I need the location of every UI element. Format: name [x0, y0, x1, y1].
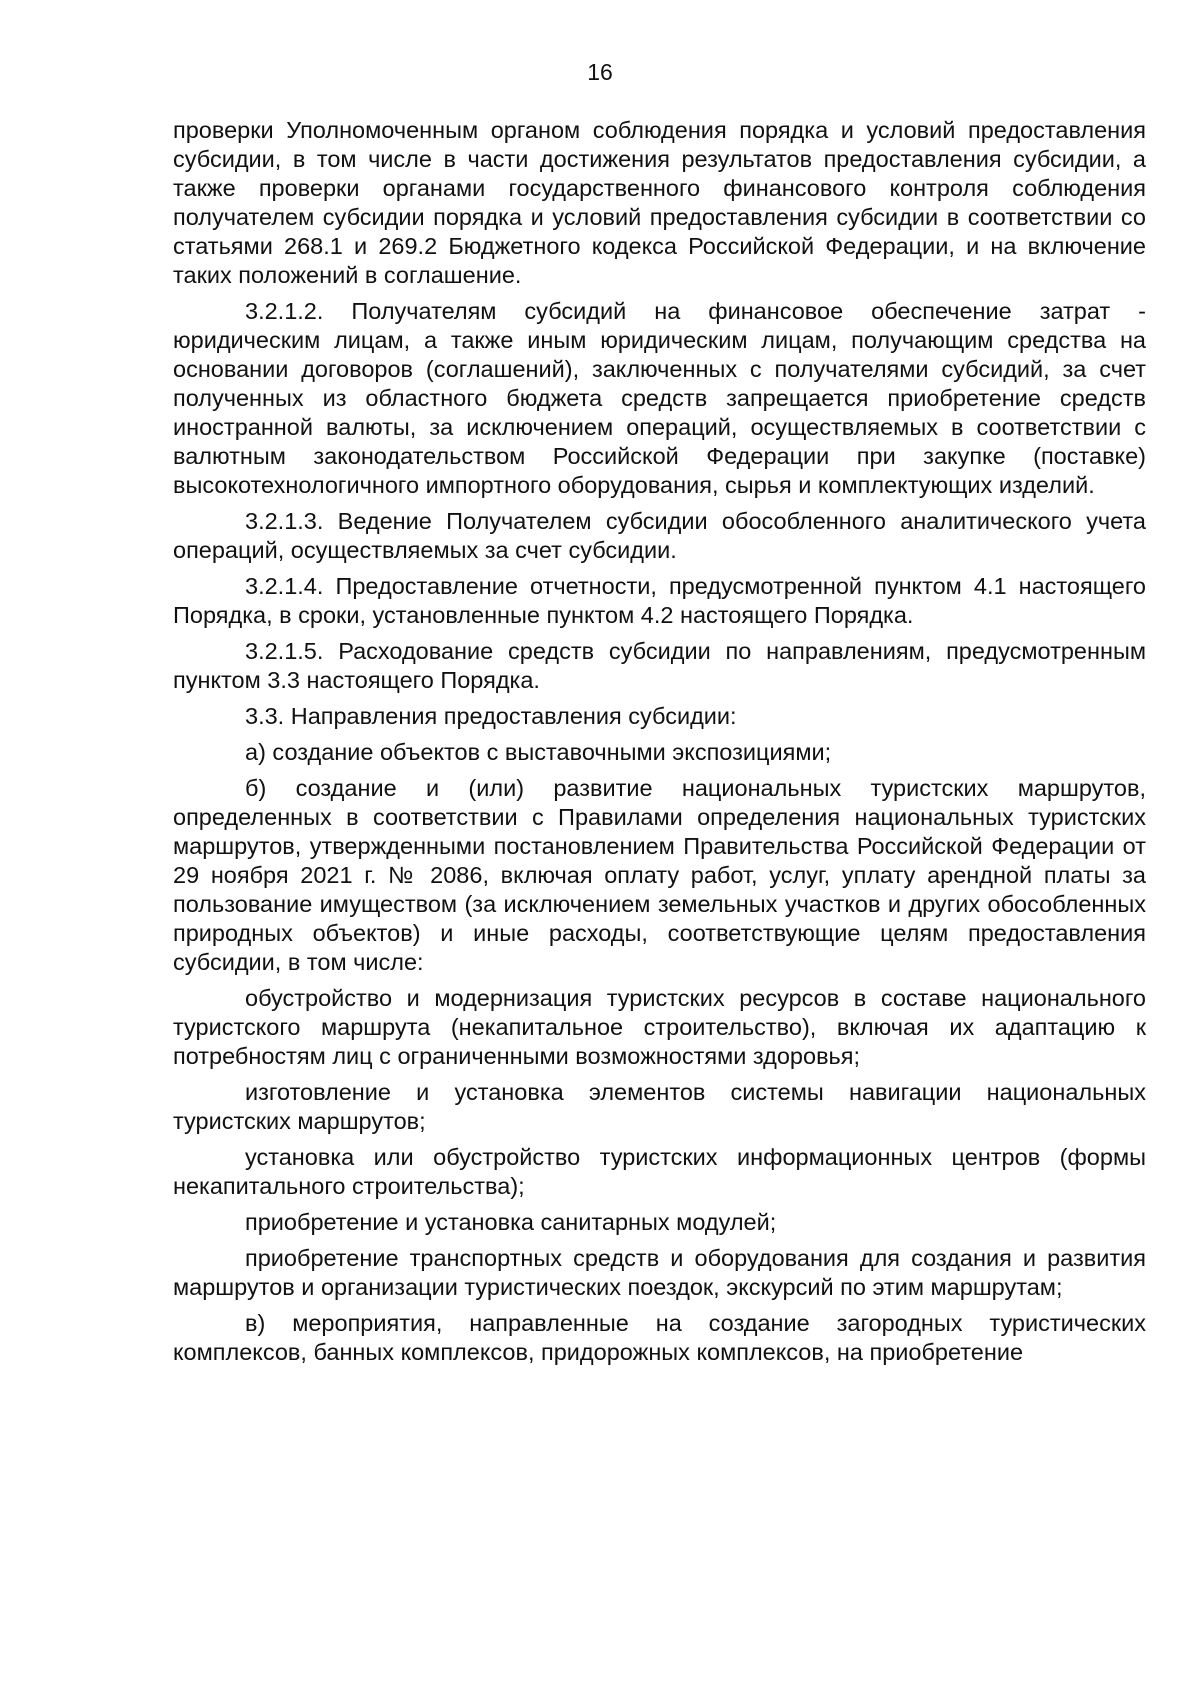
paragraph-3-2-1-5: 3.2.1.5. Расходование средств субсидии по направлениям, предусмотренным пунктом 3.3 настоящего Порядка. — [173, 638, 1146, 693]
paragraph-3-3-heading: 3.3. Направления предоставления субсидии: — [245, 703, 737, 729]
paragraph-continuation: проверки Уполномоченным органом соблюдения порядка и условий предоставления субсидии, в том числе в части достижения результатов предоставления субсидии, а также проверки органами государственного финансового контроля соблюдения получателем субсидии порядка и условий предоставления субсидии в соответствии со статьями 268.1 и 269.2 Бюджетного кодекса Российской Федерации, и на включение таких положений в соглашение. — [173, 117, 1146, 288]
paragraph-3-2-1-4: 3.2.1.4. Предоставление отчетности, предусмотренной пунктом 4.1 настоящего Порядка, в сроки, установленные пунктом 4.2 настоящего Порядка. — [173, 573, 1146, 628]
page-number: 16 — [587, 59, 613, 85]
paragraph-item-b: б) создание и (или) развитие национальных туристских маршрутов, определенных в соответствии с Правилами определения национальных туристских маршрутов, утвержденными постановлением Правительства Российской Федерации от 29 ноября 2021 г. № 2086, включая оплату работ, услуг, уплату арендной платы за пользование имуществом (за исключением земельных участков и других обособленных природных объектов) и иные расходы, соответствующие целям предоставления субсидии, в том числе: — [173, 775, 1146, 975]
paragraph-subitem-sanitary-modules: приобретение и установка санитарных модулей; — [245, 1209, 777, 1235]
document-body — [173, 116, 1146, 1374]
paragraph-subitem-info-centers: установка или обустройство туристских информационных центров (формы некапитального строительства); — [173, 1144, 1146, 1199]
paragraph-item-v: в) мероприятия, направленные на создание загородных туристических комплексов, банных комплексов, придорожных комплексов, на приобретение — [173, 1310, 1146, 1365]
paragraph-item-a: а) создание объектов с выставочными экспозициями; — [245, 739, 832, 765]
paragraph-subitem-navigation: изготовление и установка элементов системы навигации национальных туристских маршрутов; — [173, 1079, 1146, 1134]
paragraph-subitem-transport: приобретение транспортных средств и оборудования для создания и развития маршрутов и организации туристических поездок, экскурсий по этим маршрутам; — [173, 1245, 1146, 1300]
paragraph-3-2-1-3: 3.2.1.3. Ведение Получателем субсидии обособленного аналитического учета операций, осуществляемых за счет субсидии. — [173, 508, 1146, 563]
paragraph-subitem-modernization: обустройство и модернизация туристских ресурсов в составе национального туристского маршрута (некапитальное строительство), включая их адаптацию к потребностям лиц с ограниченными возможностями здоровья; — [173, 985, 1146, 1069]
paragraph-3-2-1-2: 3.2.1.2. Получателям субсидий на финансовое обеспечение затрат - юридическим лицам, а также иным юридическим лицам, получающим средства на основании договоров (соглашений), заключенных с получателями субсидий, за счет полученных из областного бюджета средств запрещается приобретение средств иностранной валюты, за исключением операций, осуществляемых в соответствии с валютным законодательством Российской Федерации при закупке (поставке) высокотехнологичного импортного оборудования, сырья и комплектующих изделий. — [173, 298, 1146, 498]
